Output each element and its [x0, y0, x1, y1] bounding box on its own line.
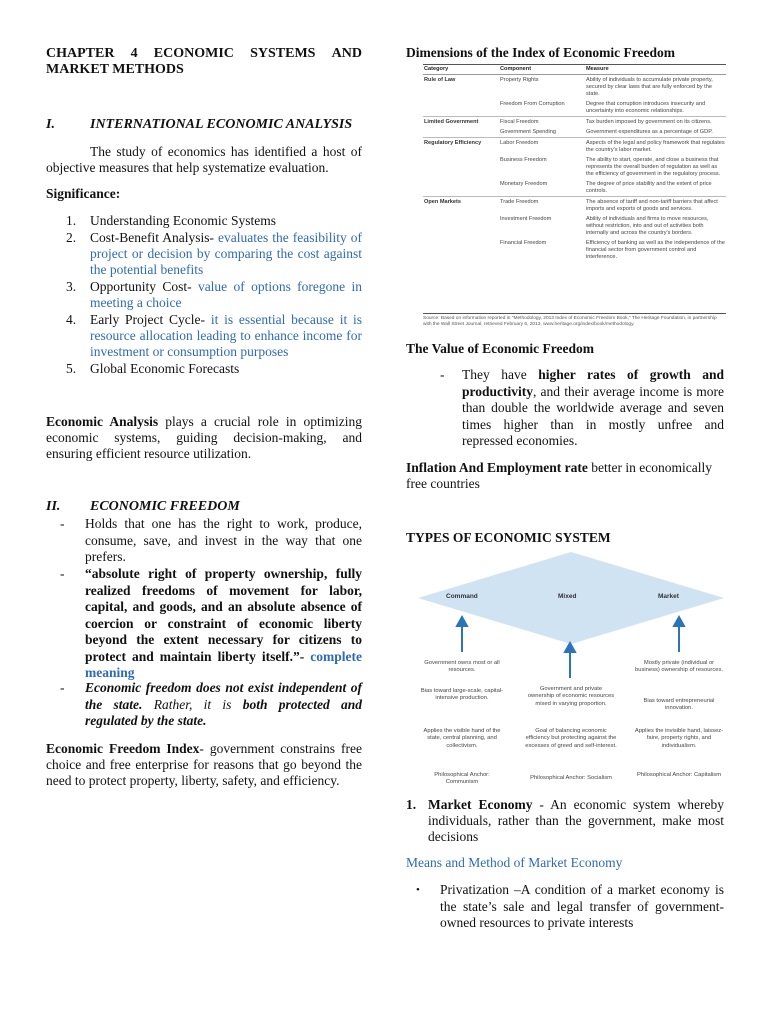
section-title: INTERNATIONAL ECONOMIC ANALYSIS: [90, 117, 353, 132]
item-blue-text: it is essential because it is resource allocation leading to enhance income for investment or consumption purposes: [90, 312, 362, 359]
bold-term: Market Economy: [428, 797, 533, 812]
market-text: Philosophical Anchor: Capitalism: [636, 772, 722, 778]
table-row: Rule of Law Property Rights Ability of individuals to accumulate private property, secured by clear laws that are fully enforced by the state.: [424, 76, 713, 97]
table-row: Financial Freedom Efficiency of banking as well as the independence of the financial sector from government control and interference.: [500, 239, 725, 260]
table-header: Component: [499, 65, 585, 75]
list-item: [46, 279, 362, 311]
item-number: 3.: [66, 279, 77, 294]
bullet-text: Privatization –A condition of a market economy is the state’s sale and legal transfer of government-owned resources to private interests: [440, 882, 724, 930]
label-mixed: Mixed: [558, 593, 577, 600]
dash-item: - Economic freedom does not exist independent of the state. Rather, it is both protected and regulated by the state.: [60, 680, 363, 728]
item-number: 1.: [66, 213, 77, 228]
bold-term: Inflation And Employment rate: [406, 460, 588, 475]
item-blue-text: evaluates the feasibility of project or decision by comparing the cost against the potential benefits: [90, 230, 362, 277]
table-row: Freedom From Corruption Degree that corruption introduces insecurity and uncertainty into economic relationships.: [500, 100, 706, 114]
command-text: Bias toward large-scale, capital-intensive production.: [420, 688, 504, 702]
types-heading: TYPES OF ECONOMIC SYSTEM: [406, 530, 611, 545]
significance-label: Significance:: [46, 186, 121, 201]
mixed-text: Goal of balancing economic efficiency but protecting against the excesses of greed and self-interest.: [525, 728, 617, 749]
index-source-note: Source: Based on information reported in "Methodology, 2013 Index of Economic Freedom Book," The Heritage Foundation, in partnership with the Wall Street Journal, retrieved February 6, 2013, www.heritage.org/index/book/methodology.: [423, 313, 726, 328]
efi-paragraph: [46, 741, 362, 789]
bold-term: Economic Freedom Index: [46, 741, 200, 756]
section-heading-1: [46, 117, 352, 133]
table-header: Measure: [585, 65, 726, 75]
label-market: Market: [658, 593, 679, 600]
bold-term: Economic Analysis: [46, 414, 159, 429]
quote-text: “absolute right of property ownership, fully realized freedoms of movement for labor, capital, and goods, and an absolute absence of coercion or constraint of economic liberty beyond the extent necessary for citizens to protect and maintain liberty itself.”-: [85, 566, 362, 664]
item-text: Cost-Benefit Analysis-: [90, 230, 219, 245]
label-command: Command: [446, 593, 478, 600]
complete-meaning: complete meaning: [85, 648, 362, 680]
inflation-paragraph: Inflation And Employment rate better in economically free countries: [406, 460, 712, 491]
item-text: Early Project Cycle-: [90, 312, 211, 327]
market-text: Mostly private (individual or business) ownership of resources.: [635, 660, 723, 674]
item-text: Global Economic Forecasts: [90, 361, 240, 376]
index-table: [423, 64, 726, 262]
means-heading: Means and Method of Market Economy: [406, 855, 623, 870]
arrow-head: [565, 643, 575, 652]
paragraph-text: plays a crucial role in optimizing economic systems, guiding decision-making, and ensuring efficient resource utilization.: [46, 414, 363, 461]
table-row: Business Freedom The ability to start, operate, and close a business that represents the overall burden of regulation as well as the efficiency of government in the regulatory process.: [500, 156, 721, 177]
intro-paragraph: The study of economics has identified a host of objective measures that help systematize evaluation.: [46, 144, 362, 175]
section-number: I.: [46, 117, 55, 132]
significance-list: [46, 213, 362, 378]
table-row: Investment Freedom Ability of individuals and firms to move resources, without restriction, into and out of activities both internally and across the country's borders.: [500, 215, 709, 236]
list-item: [46, 213, 362, 229]
bullet-item: [416, 882, 724, 932]
item-number: 2.: [66, 230, 77, 245]
chapter-word: CHAPTER: [46, 46, 115, 61]
mixed-text: Government and private ownership of economic resources mixed in varying proportion.: [527, 686, 615, 707]
bullet-icon: •: [416, 884, 420, 896]
market-text: Bias toward entrepreneurial innovation.: [643, 698, 715, 712]
index-title: Dimensions of the Index of Economic Freedom: [406, 45, 675, 60]
command-text: Government owns most or all resources.: [424, 660, 500, 674]
economic-analysis-paragraph: [46, 414, 362, 462]
table-row: Limited Government Fiscal Freedom Tax burden imposed by government on its citizens.: [423, 117, 726, 128]
section-heading-2: [46, 499, 240, 515]
item-number: 5.: [66, 361, 77, 376]
dash-item: - They have higher rates of growth and productivity, and their average income is more than double the worldwide average and seven times higher than in mostly unfree and repressed economies.: [440, 367, 724, 448]
arrow-head: [457, 617, 467, 626]
chapter-word: 4: [130, 46, 138, 61]
bold-term: higher rates of growth and productivity: [462, 367, 724, 399]
chapter-word: SYSTEMS: [250, 46, 316, 61]
market-text: Applies the invisible hand, laissez-faire, property rights, and individualism.: [634, 728, 724, 749]
dash-item: - “absolute right of property ownership, fully realized freedoms of movement for labor, capital, and goods, and an absolute absence of coercion or constraint of economic liberty beyond the extent necessary for citizens to protect and maintain liberty itself.”- complete meaning: [60, 566, 362, 680]
dash-item: - Holds that one has the right to work, produce, consume, save, and invest in the way that one prefers.: [60, 516, 362, 564]
list-item: [46, 361, 362, 377]
economic-systems-diagram: [416, 548, 726, 793]
dash-italic: Rather, it is: [142, 696, 243, 712]
table-row: Open Markets Trade Freedom The absence of tariff and non-tariff barriers that affect imports and exports of goods and services.: [423, 197, 726, 215]
table-row: Government Spending Government expenditures as a percentage of GDP.: [500, 128, 713, 135]
dash-emphasis: Economic freedom does not exist independent of the state.: [85, 680, 362, 712]
section-title: ECONOMIC FREEDOM: [90, 499, 240, 514]
value-heading: The Value of Economic Freedom: [406, 341, 594, 356]
item-number: 4.: [66, 312, 77, 327]
chapter-word: ECONOMIC: [153, 46, 234, 61]
item-text: Understanding Economic Systems: [90, 213, 276, 228]
market-economy-item: 1. Market Economy - An economic system whereby individuals, rather than the government, make most decisions: [406, 797, 724, 844]
dash-emphasis: both protected and regulated by the state.: [85, 696, 363, 728]
item-text: Opportunity Cost-: [90, 279, 198, 294]
list-item: [46, 312, 362, 360]
chapter-word: AND: [331, 46, 362, 61]
table-row: Regulatory Efficiency Labor Freedom Aspects of the legal and policy framework that regulates the country's labor market.: [423, 138, 726, 156]
item-number: 1.: [406, 797, 417, 812]
mixed-text: Philosophical Anchor: Socialism: [530, 775, 612, 781]
chapter-heading: [46, 46, 362, 78]
paragraph-text: - government constrains free choice and free enterprise for reasons that go beyond the need to protect property, liberty, safety, and efficiency.: [46, 741, 362, 788]
command-text: Philosophical Anchor: Communism: [434, 772, 490, 786]
section-number: II.: [46, 499, 61, 514]
table-header: Category: [423, 65, 499, 75]
chapter-line2: MARKET METHODS: [46, 62, 184, 77]
item-blue-text: value of options foregone in meeting a choice: [90, 279, 362, 310]
list-item: [46, 230, 362, 278]
command-text: Applies the visible hand of the state, central planning, and collectivism.: [423, 728, 501, 749]
dash-text: Holds that one has the right to work, produce, consume, save, and invest in the way that one prefers.: [85, 516, 362, 564]
table-row: Monetary Freedom The degree of price stability and the extent of price controls.: [500, 180, 712, 194]
arrow-head: [674, 617, 684, 626]
